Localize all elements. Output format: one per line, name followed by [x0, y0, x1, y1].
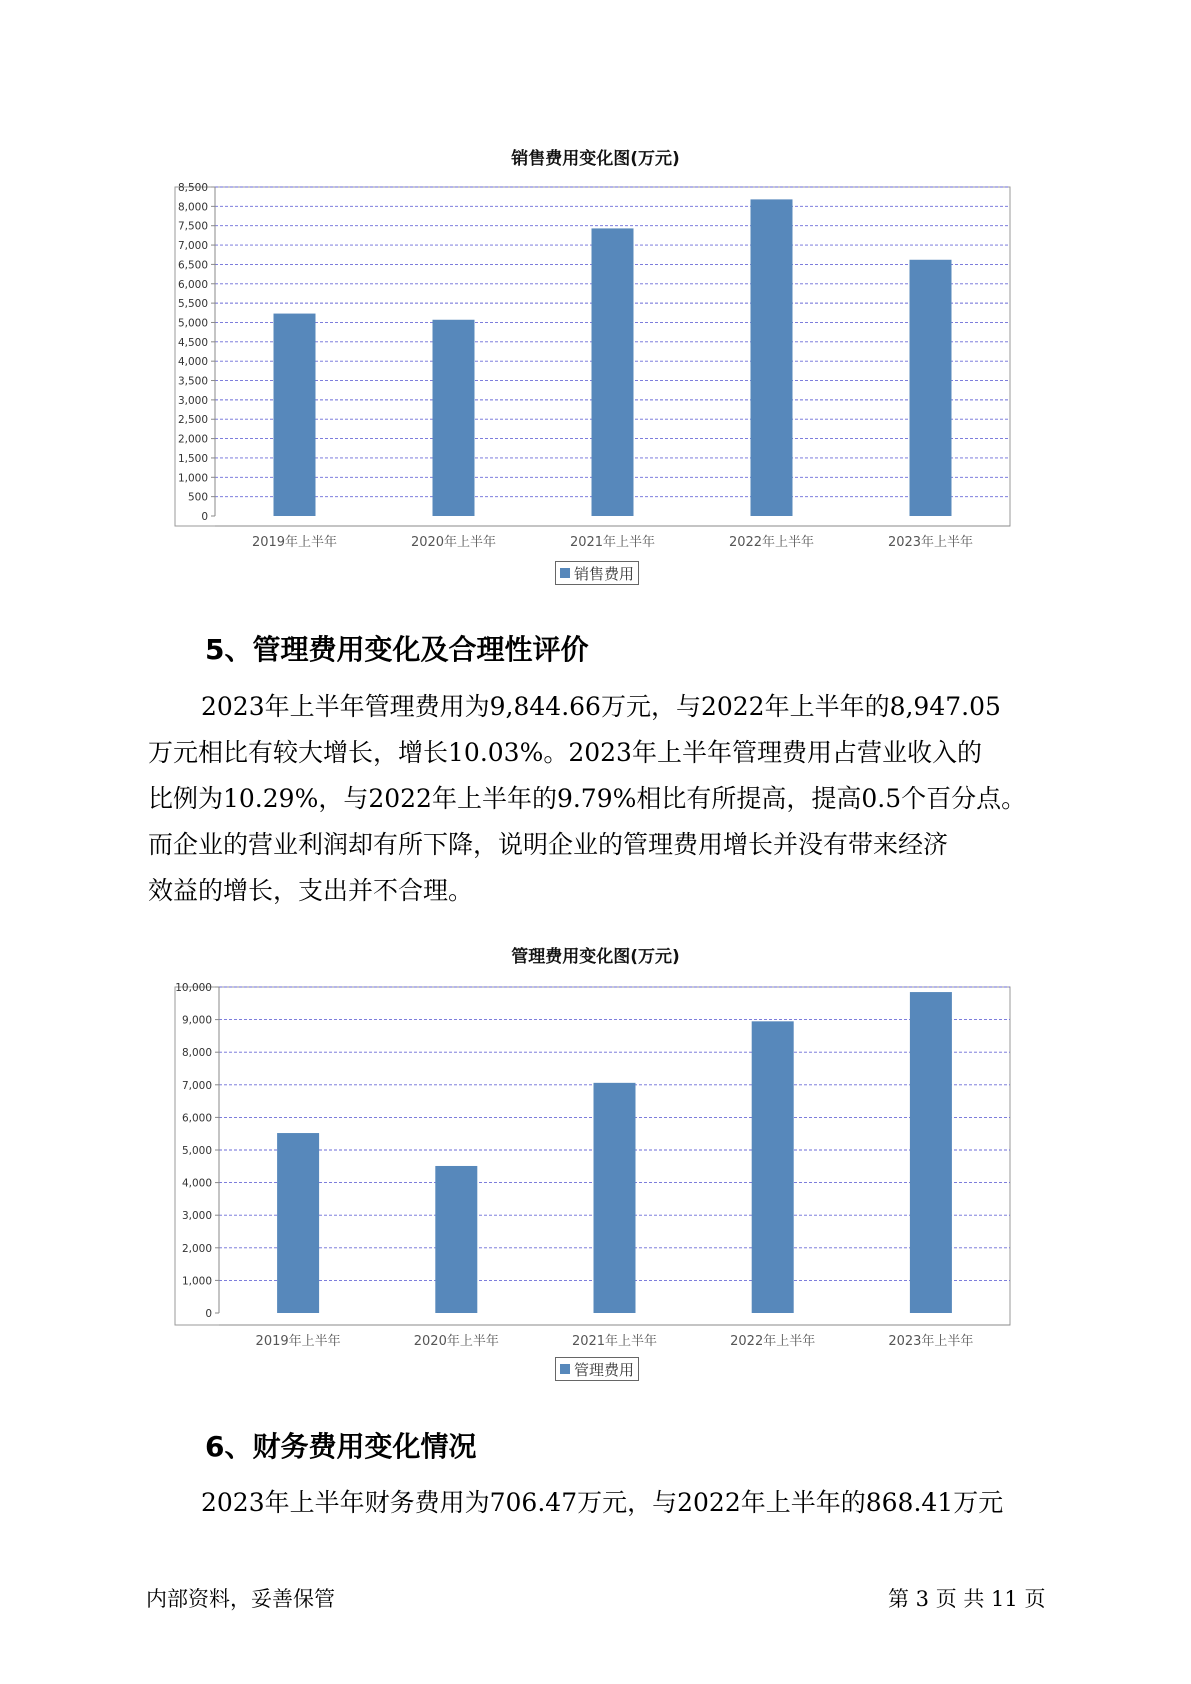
section5-line: 2023年上半年管理费用为9,844.66万元，与2022年上半年的8,947.05 [201, 692, 1001, 721]
section5-paragraph [148, 684, 1048, 914]
x-tick-label: 2023年上半年 [888, 1334, 974, 1349]
y-tick-label: 1,000 [177, 472, 208, 485]
footer-confidential-note: 内部资料，妥善保管 [146, 1587, 335, 1611]
y-tick-label: 8,000 [181, 1047, 212, 1060]
y-tick-label: 5,500 [177, 298, 208, 311]
bar-2019年上半年 [274, 314, 316, 516]
chart2-legend [555, 1357, 639, 1381]
bar-2019年上半年 [277, 1133, 319, 1313]
bar-2020年上半年 [435, 1166, 477, 1313]
y-tick-label: 7,500 [177, 220, 208, 233]
y-tick-label: 4,500 [177, 336, 208, 349]
y-tick-label: 8,000 [177, 201, 208, 214]
section5-line: 而企业的营业利润却有所下降，说明企业的管理费用增长并没有带来经济 [148, 830, 949, 859]
x-tick-label: 2019年上半年 [255, 1334, 341, 1349]
x-tick-label: 2022年上半年 [730, 1334, 816, 1349]
x-tick-label: 2023年上半年 [887, 535, 974, 550]
chart1-legend [555, 561, 639, 585]
x-tick-label: 2021年上半年 [571, 1334, 658, 1349]
y-tick-label: 6,000 [181, 1112, 212, 1125]
chart1-legend-label: 销售费用 [574, 564, 635, 583]
chart2-legend-label: 管理费用 [574, 1360, 635, 1379]
x-tick-label: 2020年上半年 [413, 1334, 499, 1349]
y-tick-label: 1,500 [177, 452, 208, 465]
y-tick-label: 10,000 [175, 982, 212, 994]
section5-line: 比例为10.29%，与2022年上半年的9.79%相比有所提高，提高0.5个百分点。 [148, 784, 1027, 813]
y-tick-label: 2,000 [177, 433, 208, 446]
legend-swatch [560, 568, 570, 578]
chart1-title: 销售费用变化图(万元) [511, 149, 680, 169]
section5-line: 万元相比有较大增长，增长10.03%。2023年上半年管理费用占营业收入的 [148, 738, 982, 767]
bar-2020年上半年 [433, 320, 475, 516]
bar-2021年上半年 [594, 1083, 636, 1313]
chart2-title: 管理费用变化图(万元) [511, 947, 680, 967]
y-tick-label: 0 [201, 511, 208, 523]
legend-swatch [560, 1364, 570, 1374]
y-tick-label: 7,000 [177, 240, 208, 253]
y-tick-label: 4,000 [177, 356, 208, 369]
bar-2021年上半年 [592, 228, 634, 516]
section6-paragraph [148, 1480, 1048, 1526]
y-tick-label: 3,500 [177, 375, 208, 388]
y-tick-label: 5,000 [177, 317, 208, 330]
y-tick-label: 9,000 [181, 1014, 212, 1027]
chart2-admin-expense [0, 980, 1191, 1349]
y-tick-label: 4,000 [181, 1177, 212, 1190]
y-tick-label: 5,000 [181, 1145, 212, 1157]
y-tick-label: 8,500 [177, 182, 208, 194]
x-tick-label: 2021年上半年 [569, 535, 656, 550]
bar-2023年上半年 [910, 260, 952, 516]
y-tick-label: 2,000 [181, 1242, 212, 1255]
section6-heading: 6、财务费用变化情况 [205, 1430, 477, 1463]
section5-line: 效益的增长，支出并不合理。 [148, 876, 474, 905]
bar-2023年上半年 [910, 992, 952, 1313]
y-tick-label: 6,500 [177, 259, 208, 272]
y-tick-label: 6,000 [177, 278, 208, 291]
y-tick-label: 1,000 [181, 1275, 212, 1288]
y-tick-label: 2,500 [177, 414, 208, 427]
y-tick-label: 3,000 [177, 394, 208, 407]
x-tick-label: 2022年上半年 [728, 535, 815, 550]
y-tick-label: 7,000 [181, 1079, 212, 1092]
footer-page-number: 第 3 页 共 11 页 [888, 1587, 1046, 1611]
bar-2022年上半年 [752, 1021, 794, 1313]
y-tick-label: 0 [205, 1308, 212, 1320]
section5-heading: 5、管理费用变化及合理性评价 [205, 633, 589, 666]
y-tick-label: 500 [187, 491, 208, 504]
x-tick-label: 2020年上半年 [410, 535, 497, 550]
bar-2022年上半年 [751, 199, 793, 516]
section6-line: 2023年上半年财务费用为706.47万元，与2022年上半年的868.41万元 [201, 1488, 1004, 1517]
x-tick-label: 2019年上半年 [251, 535, 338, 550]
chart1-sales-expense [0, 180, 1191, 550]
y-tick-label: 3,000 [181, 1210, 212, 1223]
